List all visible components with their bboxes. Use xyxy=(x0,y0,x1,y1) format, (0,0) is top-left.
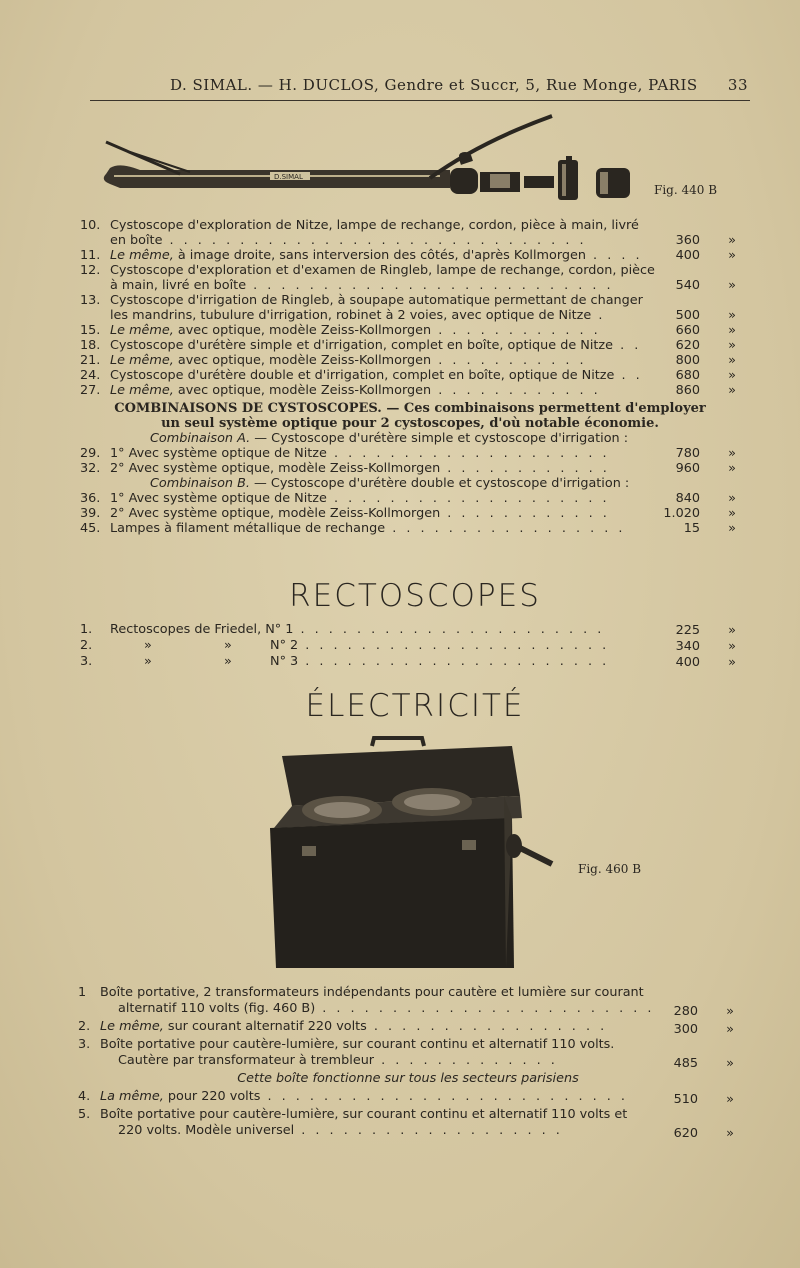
item-description: Rectoscopes de Friedel, N° 1 xyxy=(110,622,294,637)
price-mark: » xyxy=(726,1056,734,1071)
item-number: 4. xyxy=(78,1089,91,1104)
item-price: 400 xyxy=(675,248,700,263)
price-mark: » xyxy=(728,506,736,521)
item-number: 32. xyxy=(80,461,101,476)
item-description: avec optique, modèle Zeiss-Kollmorgen xyxy=(173,323,432,338)
item-price: 540 xyxy=(675,278,700,293)
list-item xyxy=(78,1037,738,1053)
item-description: alternatif 110 volts (fig. 460 B) xyxy=(118,1001,316,1016)
item-price: 780 xyxy=(675,446,700,461)
item-italic-label: Le même, xyxy=(110,383,174,398)
item-number: 12. xyxy=(80,263,101,278)
list-item: 39. 2° Avec système optique, modèle Zeiss-Kollmorgen . . . . . . . . . . . . 1.020 » xyxy=(80,506,736,521)
price-mark: » xyxy=(726,1126,734,1141)
item-price: 860 xyxy=(675,383,700,398)
item-description: avec optique, modèle Zeiss-Kollmorgen xyxy=(173,353,432,368)
price-mark: » xyxy=(728,446,736,461)
item-description: en boîte xyxy=(110,233,163,248)
item-italic-label: Le même, xyxy=(110,323,174,338)
price-mark: » xyxy=(728,323,736,338)
item-price: 840 xyxy=(675,491,700,506)
item-price: 660 xyxy=(675,323,700,338)
item-description: avec optique, modèle Zeiss-Kollmorgen xyxy=(173,383,432,398)
list-item: 18. Cystoscope d'urétère simple et d'irrigation, complet en boîte, optique de Nitze . . 620 » xyxy=(80,338,736,353)
item-description: N° 2 xyxy=(270,638,299,653)
item-description: Boîte portative pour cautère-lumière, sur courant continu et alternatif 110 volts et xyxy=(100,1107,628,1122)
item-description: à image droite, sans interversion des côtés, d'après Kollmorgen xyxy=(173,248,586,263)
item-description: pour 220 volts xyxy=(163,1089,261,1104)
list-item: alternatif 110 volts (fig. 460 B) . . . . . . . . . . . . . . . . . . . . . . . . 280 » xyxy=(118,1001,734,1019)
list-item: 32. 2° Avec système optique, modèle Zeiss-Kollmorgen . . . . . . . . . . . . 960 » xyxy=(80,461,736,476)
item-price: 1.020 xyxy=(663,506,700,521)
item-number: 39. xyxy=(80,506,101,521)
combination-a-label: Combinaison A. xyxy=(150,431,251,446)
item-number: 27. xyxy=(80,383,101,398)
item-price: 225 xyxy=(675,623,700,638)
item-price: 510 xyxy=(673,1092,698,1107)
list-item: Cautère par transformateur à trembleur . . . . . . . . . . . . . 485 » xyxy=(118,1053,734,1071)
combinations-heading: COMBINAISONS DE CYSTOSCOPES. — Ces combinaisons permettent d'employer xyxy=(114,401,706,416)
item-description: 2° Avec système optique, modèle Zeiss-Kollmorgen xyxy=(110,506,441,521)
list-item xyxy=(80,293,740,308)
price-mark: » xyxy=(728,491,736,506)
item-price: 280 xyxy=(673,1004,698,1019)
combination-a-text: — Cystoscope d'urétère simple et cystoscope d'irrigation : xyxy=(250,431,629,446)
item-description: sur courant alternatif 220 volts xyxy=(163,1019,367,1034)
price-mark: » xyxy=(726,1092,734,1107)
rectoscopes-title: RECTOSCOPES xyxy=(289,578,541,614)
list-item: les mandrins, tubulure d'irrigation, robinet à 2 voies, avec optique de Nitze . 500 » xyxy=(110,308,736,323)
list-item: en boîte . . . . . . . . . . . . . . . . . . . . . . . . . . . . . . 360 » xyxy=(110,233,736,248)
sector-note: Cette boîte fonctionne sur tous les secteurs parisiens xyxy=(237,1071,579,1086)
item-italic-label: Le même, xyxy=(110,248,174,263)
list-item: 1. Rectoscopes de Friedel, N° 1 . . . . . . . . . . . . . . . . . . . . . . 225 » xyxy=(80,622,736,638)
item-number: 13. xyxy=(80,293,101,308)
price-mark: » xyxy=(728,353,736,368)
item-price: 340 xyxy=(675,639,700,654)
item-price: 400 xyxy=(675,655,700,670)
note xyxy=(78,1071,738,1089)
price-mark: » xyxy=(728,368,736,383)
price-mark: » xyxy=(728,233,736,248)
list-item: 2. Le même, sur courant alternatif 220 volts . . . . . . . . . . . . . . . . . 300 » xyxy=(78,1019,734,1037)
list-item: 29. 1° Avec système optique de Nitze . . . . . . . . . . . . . . . . . . . . 780 » xyxy=(80,446,736,461)
list-item xyxy=(80,218,740,233)
item-number: 5. xyxy=(78,1107,91,1122)
list-item xyxy=(78,985,738,1001)
page-header xyxy=(90,76,750,101)
item-description: les mandrins, tubulure d'irrigation, robinet à 2 voies, avec optique de Nitze xyxy=(110,308,592,323)
list-item: 2. » » N° 2 . . . . . . . . . . . . . . . . . . . . . . 340 » xyxy=(80,638,736,654)
item-description: Cystoscope d'urétère simple et d'irrigation, complet en boîte, optique de Nitze xyxy=(110,338,614,353)
item-description: Cystoscope d'exploration de Nitze, lampe de rechange, cordon, pièce à main, livré xyxy=(110,218,639,233)
price-mark: » xyxy=(728,383,736,398)
electricite-title: ÉLECTRICITÉ xyxy=(305,688,525,724)
combinations-heading-2: un seul système optique pour 2 cystoscopes, d'où notable économie. xyxy=(161,416,659,431)
item-number: 1 xyxy=(78,985,87,1000)
price-mark: » xyxy=(728,278,736,293)
item-price: 680 xyxy=(675,368,700,383)
item-number: 3. xyxy=(78,1037,91,1052)
item-description: Boîte portative pour cautère-lumière, sur courant continu et alternatif 110 volts. xyxy=(100,1037,615,1052)
list-item: 4. La même, pour 220 volts . . . . . . . . . . . . . . . . . . . . . . . . . . 510 » xyxy=(78,1089,734,1107)
item-description: Boîte portative, 2 transformateurs indépendants pour cautère et lumière sur courant xyxy=(100,985,644,1000)
item-italic-label: La même, xyxy=(100,1089,164,1104)
price-mark: » xyxy=(728,655,736,670)
engraving-label: D.SIMAL xyxy=(274,173,303,181)
price-mark: » xyxy=(728,338,736,353)
electricite-list xyxy=(78,985,738,1141)
list-item: 21. Le même, avec optique, modèle Zeiss-Kollmorgen . . . . . . . . . . . 800 » xyxy=(80,353,736,368)
item-description: 1° Avec système optique de Nitze xyxy=(110,491,327,506)
rectoscopes-list xyxy=(80,622,740,670)
list-item: 3. » » N° 3 . . . . . . . . . . . . . . . . . . . . . . 400 » xyxy=(80,654,736,670)
item-description: Cystoscope d'exploration et d'examen de Ringleb, lampe de rechange, cordon, pièce xyxy=(110,263,655,278)
ditto-mark: » xyxy=(224,654,232,669)
price-mark: » xyxy=(728,248,736,263)
item-description: 1° Avec système optique de Nitze xyxy=(110,446,327,461)
header-text: D. SIMAL. — H. DUCLOS, Gendre et Succr, 5, Rue Monge, PARIS xyxy=(170,76,698,94)
price-mark: » xyxy=(726,1022,734,1037)
item-number: 15. xyxy=(80,323,101,338)
item-price: 485 xyxy=(673,1056,698,1071)
ditto-mark: » xyxy=(144,654,152,669)
price-mark: » xyxy=(728,623,736,638)
price-mark: » xyxy=(728,521,736,536)
list-item: 27. Le même, avec optique, modèle Zeiss-Kollmorgen . . . . . . . . . . . . 860 » xyxy=(80,383,736,398)
item-number: 1. xyxy=(80,622,93,637)
item-number: 29. xyxy=(80,446,101,461)
item-italic-label: Le même, xyxy=(110,353,174,368)
list-item: à main, livré en boîte . . . . . . . . . . . . . . . . . . . . . . . . . . 540 » xyxy=(110,278,736,293)
price-mark: » xyxy=(728,308,736,323)
list-item: 24. Cystoscope d'urétère double et d'irrigation, complet en boîte, optique de Nitze . . 680 » xyxy=(80,368,736,383)
item-price: 15 xyxy=(683,521,700,536)
combination-b-heading xyxy=(80,476,740,491)
list-item: 15. Le même, avec optique, modèle Zeiss-Kollmorgen . . . . . . . . . . . . 660 » xyxy=(80,323,736,338)
list-item xyxy=(78,1107,738,1123)
item-description: 220 volts. Modèle universel xyxy=(118,1123,295,1138)
figure-caption-440b: Fig. 440 B xyxy=(654,183,718,197)
item-number: 10. xyxy=(80,218,101,233)
list-item xyxy=(80,263,740,278)
item-description: Cautère par transformateur à trembleur xyxy=(118,1053,375,1068)
combination-a-heading xyxy=(80,431,740,446)
item-description: Lampes à filament métallique de rechange xyxy=(110,521,386,536)
item-number: 2. xyxy=(80,638,93,653)
list-item: 11. Le même, à image droite, sans interversion des côtés, d'après Kollmorgen . . . . 400 » xyxy=(80,248,736,263)
portable-box-illustration xyxy=(262,736,562,972)
item-price: 960 xyxy=(675,461,700,476)
list-item: 220 volts. Modèle universel . . . . . . . . . . . . . . . . . . . 620 » xyxy=(118,1123,734,1141)
figure-caption-460b: Fig. 460 B xyxy=(578,862,642,876)
item-description: Cystoscope d'irrigation de Ringleb, à soupape automatique permettant de changer xyxy=(110,293,643,308)
combination-b-text: — Cystoscope d'urétère double et cystoscope d'irrigation : xyxy=(249,476,630,491)
item-number: 3. xyxy=(80,654,93,669)
page-number: 33 xyxy=(727,76,748,94)
item-description: Cystoscope d'urétère double et d'irrigation, complet en boîte, optique de Nitze xyxy=(110,368,615,383)
ditto-mark: » xyxy=(224,638,232,653)
item-number: 2. xyxy=(78,1019,91,1034)
item-description: N° 3 xyxy=(270,654,299,669)
item-number: 24. xyxy=(80,368,101,383)
item-number: 36. xyxy=(80,491,101,506)
item-number: 45. xyxy=(80,521,101,536)
cystoscope-illustration xyxy=(100,112,640,208)
cystoscope-list xyxy=(80,218,740,536)
item-description: 2° Avec système optique, modèle Zeiss-Kollmorgen xyxy=(110,461,441,476)
item-description: à main, livré en boîte xyxy=(110,278,247,293)
item-number: 21. xyxy=(80,353,101,368)
ditto-mark: » xyxy=(144,638,152,653)
item-price: 620 xyxy=(673,1126,698,1141)
item-price: 300 xyxy=(673,1022,698,1037)
price-mark: » xyxy=(726,1004,734,1019)
list-item: 36. 1° Avec système optique de Nitze . . . . . . . . . . . . . . . . . . . . 840 » xyxy=(80,491,736,506)
item-italic-label: Le même, xyxy=(100,1019,164,1034)
item-price: 620 xyxy=(675,338,700,353)
item-number: 11. xyxy=(80,248,101,263)
item-price: 800 xyxy=(675,353,700,368)
combination-b-label: Combinaison B. xyxy=(150,476,250,491)
price-mark: » xyxy=(728,461,736,476)
item-number: 18. xyxy=(80,338,101,353)
item-price: 360 xyxy=(675,233,700,248)
list-item: 45. Lampes à filament métallique de rechange . . . . . . . . . . . . . . . . . 15 » xyxy=(80,521,736,536)
price-mark: » xyxy=(728,639,736,654)
item-price: 500 xyxy=(675,308,700,323)
